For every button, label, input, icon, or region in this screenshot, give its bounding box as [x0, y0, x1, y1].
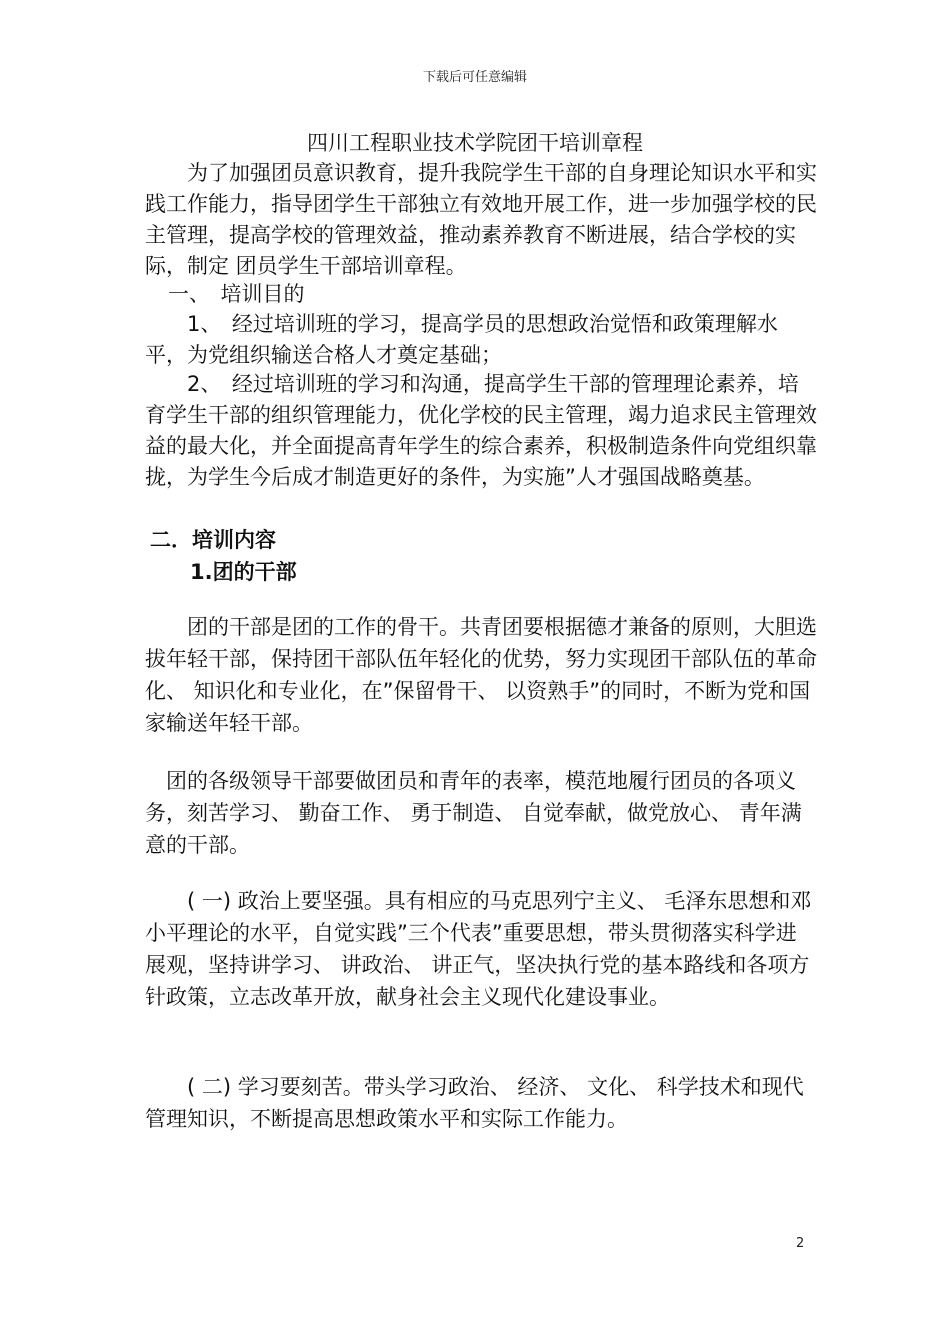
section1-heading: 一、 培训目的 — [168, 282, 305, 306]
section2-paragraph-3: ( 一) 政治上要坚强。具有相应的马克思列宁主义、 毛泽东思想和邓小平理论的水平，自觉实践”三个代表”重要思想，带头贯彻落实科学进展观，坚持讲学习、 讲政治、 讲正气，坚决执行党的基本路线和各项方针政策，立志改革开放，献身社会主义现代化建设事业。 — [145, 889, 812, 1009]
page-number: 2 — [796, 1236, 805, 1251]
intro-paragraph: 为了加强团员意识教育，提升我院学生干部的自身理论知识水平和实践工作能力，指导团学生干部独立有效地开展工作，进一步加强学校的民主管理，提高学校的管理效益，推动素养教育不断进展，结合学校的实际，制定 团员学生干部培训章程。 — [145, 161, 817, 278]
section2-paragraph-4: ( 二) 学习要刻苦。带头学习政治、 经济、 文化、 科学技术和现代管理知识，不断提高思想政策水平和实际工作能力。 — [145, 1075, 804, 1131]
section2-heading: 二．培训内容 — [150, 528, 276, 552]
section1-item2: 2、 经过培训班的学习和沟通，提高学生干部的管理理论素养，培育学生干部的组织管理能力，优化学校的民主管理，竭力追求民主管理效益的最大化，并全面提高青年学生的综合素养，积极制造条件向党组织靠拢，为学生今后成才制造更好的条件，为实施”人才强国战略奠基。 — [145, 372, 817, 489]
document-title: 四川工程职业技术学院团干培训章程 — [307, 131, 643, 155]
section2-subheading: 1.团的干部 — [190, 560, 297, 584]
section2-paragraph-1: 团的干部是团的工作的骨干。共青团要根据德才兼备的原则，大胆选拔年轻干部，保持团干部队伍年轻化的优势，努力实现团干部队伍的革命化、 知识化和专业化，在”保留骨干、 以资熟手”的同时，不断为党和国家输送年轻干部。 — [145, 615, 817, 735]
section2-paragraph-2: 团的各级领导干部要做团员和青年的表率，模范地履行团员的各项义务，刻苦学习、 勤奋工作、 勇于制造、 自觉奉献，做党放心、 青年满意的干部。 — [145, 769, 802, 857]
page-header: 下载后可任意编辑 — [422, 70, 527, 85]
section1-item1: 1、 经过培训班的学习，提高学员的思想政治觉悟和政策理解水平，为党组织输送合格人才奠定基础； — [145, 312, 778, 367]
